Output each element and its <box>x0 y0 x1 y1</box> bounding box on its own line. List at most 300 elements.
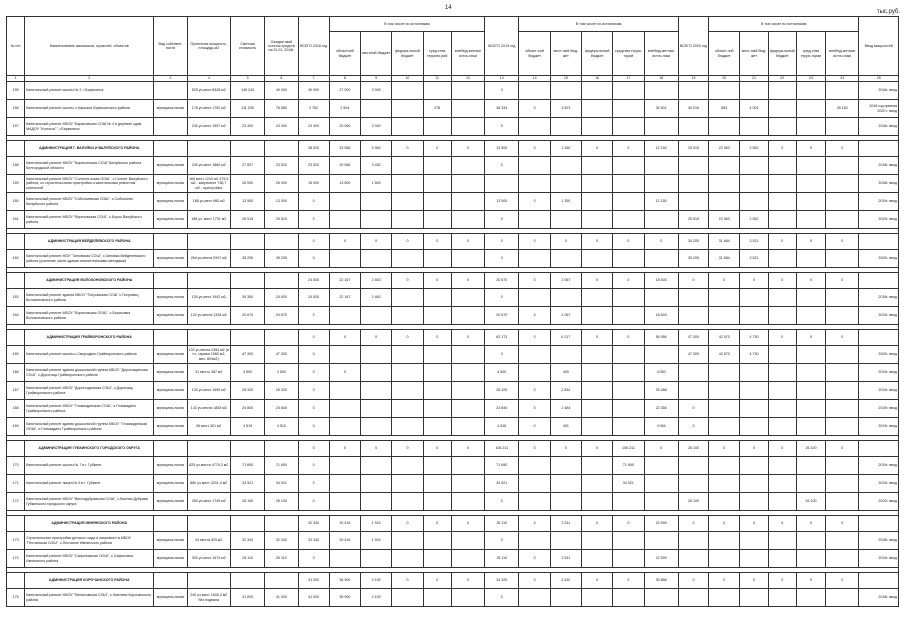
table-cell: 130 уч.мест 1942 м2 <box>187 289 230 307</box>
table-cell: 0 <box>485 250 519 268</box>
table-cell: 2019г. ввод <box>859 475 899 493</box>
table-cell: 0 <box>519 550 550 568</box>
table-cell: 0 <box>613 516 644 532</box>
table-cell: 26 100 <box>796 493 825 511</box>
col-header-sources-2018: В том числе по источникам <box>329 17 484 32</box>
table-cell <box>329 550 360 568</box>
table-cell: 47 300 <box>678 346 708 364</box>
column-number: 1 <box>7 76 25 82</box>
table-cell <box>678 289 708 307</box>
object-name-cell: Капитальный ремонт МБОУ "Солонто-кская ООШ", с.Солонт Валуйского района, со строительством пристройки и капитальным ремонтом котельной <box>25 175 154 193</box>
object-name-cell: Капитальный ремонт МБОУ "Гломаздинская СОШ", п.Гломаздино Грайворонского района <box>25 400 154 418</box>
table-cell <box>678 532 708 550</box>
table-cell <box>768 400 796 418</box>
table-cell <box>361 457 392 475</box>
table-cell: 34 521 <box>485 475 519 493</box>
table-cell <box>581 493 612 511</box>
table-cell <box>796 193 825 211</box>
table-cell: 32 340 <box>265 532 298 550</box>
table-cell: 25 515 <box>265 211 298 229</box>
table-cell: 35 162 <box>826 100 859 118</box>
col-header-sources-2019: В том числе по источникам <box>519 17 678 32</box>
table-cell <box>826 82 859 100</box>
table-cell <box>613 307 644 325</box>
table-cell: 525 уч.мест 8328 м2 <box>187 82 230 100</box>
table-cell: 240 уч.мест 1860 м2 <box>187 157 230 175</box>
table-cell: 853 <box>709 100 740 118</box>
table-cell: 106 211 <box>485 441 519 457</box>
table-cell <box>154 441 187 457</box>
table-cell <box>768 550 796 568</box>
table-cell: 0 <box>298 493 329 511</box>
table-cell: 30 416 <box>329 532 360 550</box>
table-cell <box>709 493 740 511</box>
column-number: 23 <box>796 76 825 82</box>
table-cell: 20 670 <box>485 273 519 289</box>
table-cell: 0 <box>519 400 550 418</box>
table-cell: 23 520 <box>298 157 329 175</box>
table-row <box>7 307 899 325</box>
col-header-capacity: Проектная мощность, площадь м2 <box>187 17 230 76</box>
table-cell <box>423 82 451 100</box>
table-cell <box>613 250 644 268</box>
col-header-type: Вид собствен-ности <box>154 17 187 76</box>
table-cell <box>154 516 187 532</box>
table-cell: 4 500 <box>230 364 264 382</box>
table-cell <box>768 157 796 175</box>
table-cell: 0 <box>423 273 451 289</box>
table-cell <box>451 307 484 325</box>
table-cell <box>678 175 708 193</box>
table-cell <box>796 382 825 400</box>
table-cell <box>451 532 484 550</box>
table-cell: 26 мест 301 м2 <box>187 418 230 436</box>
table-cell <box>154 82 187 100</box>
table-cell <box>796 346 825 364</box>
table-cell: 0 <box>709 516 740 532</box>
table-cell: 35 205 <box>265 250 298 268</box>
table-row <box>7 457 899 475</box>
table-cell: 0 <box>519 516 550 532</box>
table-cell: 4 730 <box>740 346 768 364</box>
table-cell <box>768 346 796 364</box>
table-cell: 4 064 <box>644 418 678 436</box>
table-cell <box>826 346 859 364</box>
table-cell <box>550 532 581 550</box>
table-cell <box>768 457 796 475</box>
table-cell: 0 <box>392 273 423 289</box>
table-cell: 25 515 <box>230 211 264 229</box>
table-cell <box>678 550 708 568</box>
table-cell <box>329 307 360 325</box>
table-cell: 0 <box>709 441 740 457</box>
table-row <box>7 82 899 100</box>
section-row <box>7 141 899 157</box>
table-cell <box>826 175 859 193</box>
table-cell <box>581 211 612 229</box>
table-cell: 0 <box>796 516 825 532</box>
table-cell <box>613 400 644 418</box>
table-cell: 28 320 <box>485 382 519 400</box>
table-cell: 0 <box>298 193 329 211</box>
table-cell: 0 <box>329 234 360 250</box>
table-cell <box>329 475 360 493</box>
table-cell <box>859 234 899 250</box>
table-cell <box>392 157 423 175</box>
table-cell <box>187 141 230 157</box>
table-cell <box>451 457 484 475</box>
table-cell: 20 060 <box>329 118 360 136</box>
table-cell <box>613 118 644 136</box>
table-cell: 185 уч.мест 960 м2 <box>187 193 230 211</box>
subcol-2018: сред-ства террито-рий <box>423 32 451 76</box>
object-name-cell: Капитальный ремонт МБОУ "Барановская СОШ № 4 в деревне сдам МАДОУ "Колосок"", г.Бирюсинск <box>25 118 154 136</box>
table-cell: 0 <box>519 141 550 157</box>
table-cell <box>361 346 392 364</box>
row-number-cell: 164 <box>7 307 25 325</box>
table-cell: 22 599 <box>644 550 678 568</box>
table-cell: 23 520 <box>265 157 298 175</box>
table-cell: 24 630 <box>298 289 329 307</box>
table-cell: муниципа-льная <box>154 289 187 307</box>
table-cell: 71 690 <box>485 457 519 475</box>
table-cell: 2018г. ввод <box>859 157 899 175</box>
table-cell: 4 100 <box>361 573 392 589</box>
table-row <box>7 418 899 436</box>
table-cell <box>859 141 899 157</box>
table-cell <box>796 289 825 307</box>
section-name-cell: АДМИНИСТРАЦИЯ ВЕЙДЕЛЕВСКОГО РАЙОНА <box>25 234 154 250</box>
table-cell: 24 840 <box>265 400 298 418</box>
table-cell <box>826 364 859 382</box>
table-cell <box>154 141 187 157</box>
table-cell <box>768 493 796 511</box>
table-cell: 26 100 <box>678 441 708 457</box>
table-row <box>7 175 899 193</box>
table-cell: 0 <box>451 573 484 589</box>
table-cell <box>230 516 264 532</box>
table-cell: 6 217 <box>550 330 581 346</box>
row-number-cell: 166 <box>7 364 25 382</box>
table-row <box>7 250 899 268</box>
table-cell <box>740 532 768 550</box>
table-cell: 0 <box>826 573 859 589</box>
row-number-cell <box>7 441 25 457</box>
table-cell: 12 150 <box>644 141 678 157</box>
row-number-cell <box>7 273 25 289</box>
column-number: 9 <box>361 76 392 82</box>
subcol-2019: федера-льный бюджет <box>581 32 612 76</box>
table-cell: 2 067 <box>550 273 581 289</box>
table-cell: 39 300 <box>230 289 264 307</box>
object-name-cell: Капитальный ремонт школы с.Смородино Грайворонского района <box>25 346 154 364</box>
column-number: 13 <box>485 76 519 82</box>
table-cell <box>361 493 392 511</box>
table-cell <box>329 211 360 229</box>
table-cell <box>423 475 451 493</box>
table-cell <box>740 307 768 325</box>
table-cell <box>265 330 298 346</box>
table-cell <box>361 382 392 400</box>
column-number: 5 <box>230 76 264 82</box>
table-cell: 0 <box>298 475 329 493</box>
table-cell: 0 <box>796 273 825 289</box>
table-cell <box>550 289 581 307</box>
table-cell: 0 <box>740 516 768 532</box>
row-number-cell: 158 <box>7 157 25 175</box>
column-number: 24 <box>826 76 859 82</box>
table-cell <box>423 157 451 175</box>
table-cell: 25 110 <box>265 550 298 568</box>
table-cell: 24 630 <box>298 273 329 289</box>
table-cell: 32 340 <box>298 532 329 550</box>
table-cell: 0 <box>768 234 796 250</box>
table-cell <box>796 82 825 100</box>
table-cell: муниципа-льная <box>154 550 187 568</box>
table-cell <box>740 382 768 400</box>
table-cell: 4 500 <box>265 364 298 382</box>
table-cell <box>154 118 187 136</box>
object-name-cell: Капитальный ремонт МБОУ "Мелиховская СОШ", с.Хмелево Корочанского района <box>25 589 154 607</box>
table-cell <box>329 400 360 418</box>
table-cell: 0 <box>768 273 796 289</box>
table-cell <box>644 493 678 511</box>
table-cell <box>613 418 644 436</box>
col-header-expected: Ожидае-мый остаток средств на 01.01. 2018г. <box>265 17 298 76</box>
table-cell: 0 <box>826 441 859 457</box>
table-cell: муниципа-льная <box>154 475 187 493</box>
subcol-2020: мест-ный бюд-жет <box>740 32 768 76</box>
column-number: 2 <box>25 76 154 82</box>
table-cell <box>329 193 360 211</box>
table-cell: муниципа-льная <box>154 250 187 268</box>
table-cell: 106 211 <box>613 441 644 457</box>
table-cell: 0 <box>519 273 550 289</box>
table-cell: 0 <box>392 573 423 589</box>
row-number-cell: 161 <box>7 211 25 229</box>
table-cell <box>678 364 708 382</box>
table-cell <box>451 118 484 136</box>
table-cell: 26 100 <box>796 441 825 457</box>
table-cell: 55 956 <box>644 330 678 346</box>
table-cell: 0 <box>485 157 519 175</box>
table-cell: 41 000 <box>298 589 329 607</box>
table-cell <box>796 418 825 436</box>
table-cell: муниципа-льная <box>154 364 187 382</box>
section-row <box>7 330 899 346</box>
subcol-2020: федера-льный бюджет <box>768 32 796 76</box>
table-cell: 13 500 <box>329 175 360 193</box>
table-cell <box>826 550 859 568</box>
table-cell: 0 <box>423 441 451 457</box>
table-cell <box>740 175 768 193</box>
table-cell: 0 <box>298 400 329 418</box>
table-cell: 71 690 <box>613 457 644 475</box>
table-cell: 132 уч.места 2384 м2 (в т.ч. гаражи 1580 м2, мех. 804м2) <box>187 346 230 364</box>
subcol-2019: мест-ный бюд-жет <box>550 32 581 76</box>
table-cell <box>709 175 740 193</box>
table-cell <box>423 418 451 436</box>
object-name-cell: Капитальный ремонт здания дошкольной группы МБОУ "Дорогощанская СОШ", с.Дорогощь Грайворонского района <box>25 364 154 382</box>
table-cell: 825 уч.места 4776,3 м2 <box>187 457 230 475</box>
table-cell <box>740 82 768 100</box>
table-cell: 18 603 <box>644 273 678 289</box>
table-cell: 0 <box>519 382 550 400</box>
table-cell <box>644 475 678 493</box>
col-header-cost: Сметная стоимость <box>230 17 264 76</box>
table-cell: 300 уч.мест 1674 м2 <box>187 550 230 568</box>
table-cell: 0 <box>709 573 740 589</box>
table-cell: 0 <box>451 273 484 289</box>
table-cell: 27 000 <box>329 82 360 100</box>
table-cell <box>581 193 612 211</box>
subcol-2019: област-ной бюджет <box>519 32 550 76</box>
table-cell: 2 463 <box>361 289 392 307</box>
table-cell: 0 <box>613 330 644 346</box>
table-cell <box>550 82 581 100</box>
table-cell <box>230 441 264 457</box>
table-cell: 0 <box>768 141 796 157</box>
table-cell <box>613 532 644 550</box>
subcol-2019: средства терри-торий <box>613 32 644 76</box>
table-cell <box>550 589 581 607</box>
table-cell: 44 места 925 м2 <box>187 532 230 550</box>
table-cell <box>187 441 230 457</box>
table-cell <box>519 211 550 229</box>
subcol-2020: сред-ства терри-тории <box>796 32 825 76</box>
table-cell <box>740 118 768 136</box>
table-row <box>7 493 899 511</box>
table-cell: 42 570 <box>709 330 740 346</box>
table-cell: 34 521 <box>230 475 264 493</box>
table-cell <box>423 382 451 400</box>
table-cell: 2018г. ввод <box>859 589 899 607</box>
table-cell: 22 599 <box>644 516 678 532</box>
table-cell <box>644 157 678 175</box>
table-cell: 0 <box>451 141 484 157</box>
table-cell <box>613 193 644 211</box>
table-cell: 111 035 <box>230 100 264 118</box>
table-cell <box>154 330 187 346</box>
table-cell <box>613 100 644 118</box>
table-cell: 0 <box>485 82 519 100</box>
table-cell <box>644 289 678 307</box>
table-cell <box>485 175 519 193</box>
table-cell: 0 <box>298 307 329 325</box>
table-cell: 2 504 <box>329 100 360 118</box>
table-cell <box>678 307 708 325</box>
table-cell: 0 <box>581 516 612 532</box>
table-cell: 20 670 <box>485 307 519 325</box>
col-header-total-2020: ВСЕГО 2020 год <box>678 17 708 76</box>
table-cell: 4 515 <box>265 418 298 436</box>
column-number: 21 <box>740 76 768 82</box>
table-cell: 20 068 <box>329 157 360 175</box>
table-cell: 20 670 <box>265 307 298 325</box>
table-row <box>7 532 899 550</box>
subcol-2018: федера-льный бюджет <box>392 32 423 76</box>
table-cell <box>392 400 423 418</box>
table-cell <box>613 382 644 400</box>
table-cell <box>329 382 360 400</box>
table-row <box>7 475 899 493</box>
table-cell <box>550 475 581 493</box>
table-cell: 2019г. ввод <box>859 193 899 211</box>
table-cell: 0 <box>740 441 768 457</box>
table-cell <box>709 589 740 607</box>
table-cell <box>796 475 825 493</box>
table-cell: 0 <box>485 493 519 511</box>
table-cell <box>451 400 484 418</box>
table-cell: 0 <box>298 364 329 382</box>
table-cell <box>768 193 796 211</box>
table-cell: 28 320 <box>265 382 298 400</box>
table-cell <box>581 307 612 325</box>
table-cell <box>740 589 768 607</box>
table-cell: 34 521 <box>613 475 644 493</box>
object-name-cell: Капитальный ремонт школы № 2, г.Бирюсинск <box>25 82 154 100</box>
table-cell: 0 <box>550 441 581 457</box>
row-number-cell: 165 <box>7 346 25 364</box>
table-cell: 40 000 <box>265 82 298 100</box>
table-cell: 0 <box>392 141 423 157</box>
table-cell <box>519 457 550 475</box>
table-cell: муниципа-льная <box>154 307 187 325</box>
table-cell <box>550 157 581 175</box>
table-cell <box>796 532 825 550</box>
table-cell: 22 356 <box>644 400 678 418</box>
table-cell <box>423 457 451 475</box>
table-cell: 32 340 <box>230 532 264 550</box>
table-cell <box>678 589 708 607</box>
table-cell <box>644 346 678 364</box>
section-row <box>7 234 899 250</box>
section-name-cell: АДМИНИСТРАЦИЯ Г. ВАЛУЙКИ И ВАЛУЙСКОГО РАЙОНА <box>25 141 154 157</box>
table-cell: 0 <box>392 234 423 250</box>
table-cell <box>451 589 484 607</box>
subcol-2020: област-ной бюджет <box>709 32 740 76</box>
table-cell <box>154 273 187 289</box>
table-cell <box>581 289 612 307</box>
table-cell <box>678 157 708 175</box>
table-row <box>7 346 899 364</box>
table-cell <box>392 118 423 136</box>
table-cell: 0 <box>485 532 519 550</box>
table-cell: 76 580 <box>265 100 298 118</box>
table-cell <box>230 573 264 589</box>
table-cell: 0 <box>581 441 612 457</box>
table-cell <box>613 493 644 511</box>
table-cell: 36 900 <box>329 573 360 589</box>
table-cell: 18 603 <box>644 307 678 325</box>
table-cell <box>329 418 360 436</box>
table-cell: 0 <box>361 330 392 346</box>
table-cell: муниципа-льная <box>154 346 187 364</box>
table-cell: 0 <box>485 289 519 307</box>
table-cell: 240 уч.мест 1835,3 м2 без подвала <box>187 589 230 607</box>
table-cell: 0 <box>678 516 708 532</box>
table-cell <box>519 82 550 100</box>
table-cell <box>644 175 678 193</box>
table-cell <box>613 589 644 607</box>
table-cell <box>392 175 423 193</box>
table-cell <box>519 532 550 550</box>
table-cell: 33 558 <box>329 141 360 157</box>
table-cell <box>796 250 825 268</box>
table-cell: 132 уч.места 1328 м2 <box>187 307 230 325</box>
table-cell <box>423 532 451 550</box>
table-cell: 30 888 <box>644 573 678 589</box>
